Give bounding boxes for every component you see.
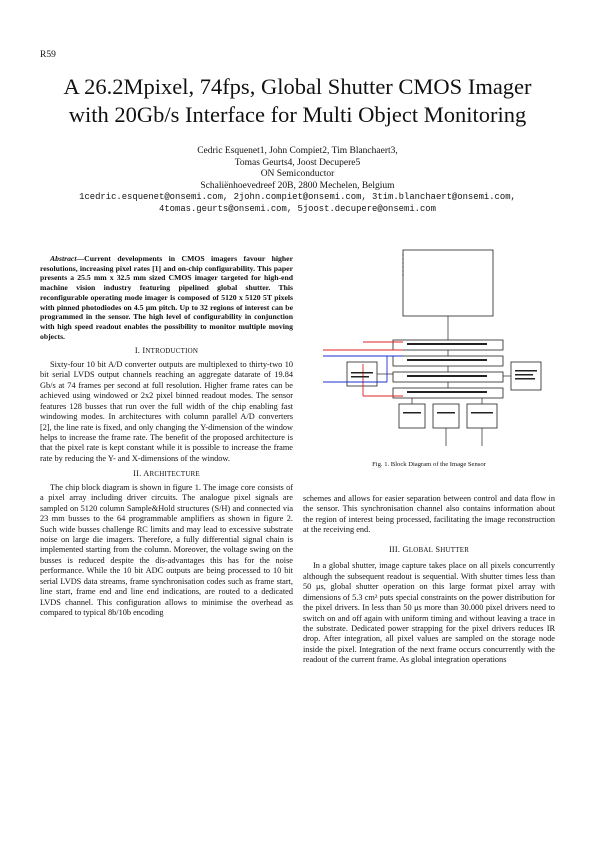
author-block — [0, 146, 595, 216]
section-heading-architecture: II. ARCHITECTURE — [133, 469, 200, 479]
introduction-paragraph: Sixty-four 10 bit A/D converter outputs are multiplexed to thirty-two 10 bit serial LVDS output channels reaching an aggregate datarate of 19.84 Gb/s at 74 frames per second at full resolution. Higher frame rates can be achieved using windowed or 2x2 pixel binned readout modes. The sensor features 128 busses that run over the full width of the chip enabling fast windowing modes. In architectures with column parallel A/D converters [2], the line rate is fixed, and only changing the Y-dimension of the window helps to increase the frame rate. The benefit of the proposed architecture is that the pixel rate is kept constant while it is possible to increase the frame rate by reducing the Y- and X-dimensions of the window. — [40, 359, 293, 463]
architecture-continuation: schemes and allows for easier separation between control and data flow in the sensor. This synchronisation channel also contains information about the region of interest being processed, facilitating the image reconstruction at the receiving end. — [303, 494, 555, 535]
architecture-paragraph: The chip block diagram is shown in figure 1. The image core consists of a pixel array including driver circuits. The analogue pixel signals are sampled on 5120 column Sample&Hold structures (S/H) and connected via 23 mm busses to the 64 programmable amplifiers as shown in figure 2. Such wide busses challenge RC limits and may lead to excessive substrate noise on large die imagers. Therefore, a fully differential signal chain is implemented starting from the column. Moreover, the voltage swing on the busses is reduced despite the dis-advantages this has for the noise performance. While the 10 bit ADC outputs are being processed to 10 bit serial LVDS data streams, frame synchronisation codes such as frame start, line start, frame end and line end indications, are routed to a dedicated LVDS channel. This configuration allows to minimise the overhead as compared to typical 8b/10b encoding — [40, 482, 293, 618]
abstract — [40, 254, 293, 341]
title-line-2: with 20Gb/s Interface for Multi Object Monitoring — [68, 102, 527, 127]
section-heading-introduction: I. INTRODUCTION — [134, 346, 199, 356]
page-label: R59 — [40, 50, 56, 60]
author-emails-line-2: 4tomas.geurts@onsemi.com, 5joost.decupere@onsemi.com — [159, 203, 436, 214]
lvds-block — [467, 404, 497, 428]
output-block — [511, 362, 541, 390]
sequencer-block — [399, 404, 425, 428]
paper-title — [0, 73, 595, 129]
author-names-line-2: Tomas Geurts4, Joost Decupere5 — [234, 157, 361, 168]
right-column — [303, 494, 555, 666]
block-diagram-figure — [303, 246, 555, 458]
author-names-line-1: Cedric Esquenet1, John Compiet2, Tim Blanchaert3, — [197, 146, 398, 156]
author-emails-line-1: 1cedric.esquenet@onsemi.com, 2john.compiet@onsemi.com, 3tim.blanchaert@onsemi.com, — [79, 192, 516, 203]
red-signal-lines — [323, 342, 403, 396]
left-column — [40, 254, 293, 619]
figure-caption: Fig. 1. Block Diagram of the Image Sensor — [372, 461, 486, 468]
section-heading-global-shutter: III. GLOBAL SHUTTER — [388, 544, 470, 554]
affiliation-company: ON Semiconductor — [260, 169, 335, 180]
pixel-array-block — [403, 250, 493, 316]
affiliation-address: Schaliënhoevedreef 20B, 2800 Mechelen, Belgium — [200, 180, 395, 191]
spi-block — [433, 404, 459, 428]
abstract-text: Current developments in CMOS imagers favour higher resolutions, increasing pixel rates [1] and on-chip configurability. This paper presents a 25.5 mm x 32.5 mm sized CMOS imager targeted for high-end machine vision industry featuring pipelined global shutter. This reconfigurable operating mode imager is composed of 5120 x 5120 5T pixels with pinned photodiodes on 4.5 μm pitch. Up to 32 regions of interest can be programmed in the sensor. The high level of configurability in conjunction with high speed readout enables the possibility to monitor multiple moving objects. — [40, 254, 293, 341]
global-shutter-paragraph: In a global shutter, image capture takes place on all pixels concurrently although the subsequent readout is sequential. With shutter times less than 50 μs, global shutter operation on this large format pixel array with dimensions of 5.3 cm² puts special constraints on the power distribution for the pixel drivers. In less than 50 μs more than 30.000 pixel drivers need to switch on and off again with uniform timing and without leaving a trace in the substrate. Dedicated power strapping for the pixel drivers reduces IR drop. After integration, all pixel values are sampled on the storage node inside the pixel. Integration of the next frame occurs concurrently with the readout of the current frame. As global integration operations — [303, 561, 555, 665]
abstract-label: Abstract— — [50, 254, 85, 263]
title-line-1: A 26.2Mpixel, 74fps, Global Shutter CMOS Imager — [63, 74, 532, 99]
